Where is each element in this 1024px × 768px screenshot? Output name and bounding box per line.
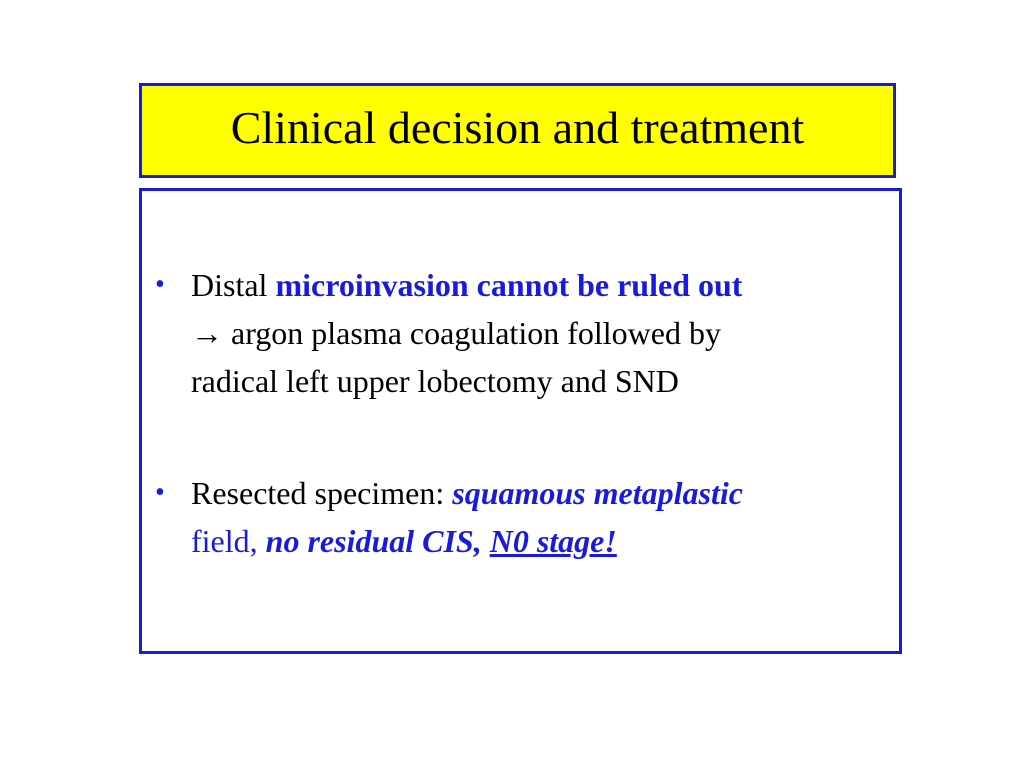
bullet-line-1 <box>191 469 891 517</box>
bullet-prefix: Resected specimen: <box>191 475 453 511</box>
emphasis-no-residual: no residual CIS, <box>265 523 482 559</box>
emphasis-squamous: squamous metaplastic <box>452 475 743 511</box>
emphasis-n0-stage: N0 stage! <box>489 523 617 559</box>
bullet-line-2 <box>191 517 891 565</box>
content-box <box>139 188 902 654</box>
slide-title: Clinical decision and treatment <box>230 101 805 153</box>
bullet-marker: • <box>155 477 165 508</box>
field-word: field, <box>191 523 258 559</box>
emphasis-microinvasion: microinvasion cannot be ruled out <box>275 267 743 303</box>
bullet-line-2: → argon plasma coagulation followed by <box>191 315 721 351</box>
bullet-line-3: radical left upper lobectomy and SND <box>191 363 679 399</box>
bullet-line-1 <box>191 261 891 309</box>
bullet-text <box>191 261 891 405</box>
title-box <box>139 83 896 178</box>
bullet-prefix: Distal <box>191 267 276 303</box>
bullet-text <box>191 469 891 565</box>
bullet-marker: • <box>155 269 165 300</box>
